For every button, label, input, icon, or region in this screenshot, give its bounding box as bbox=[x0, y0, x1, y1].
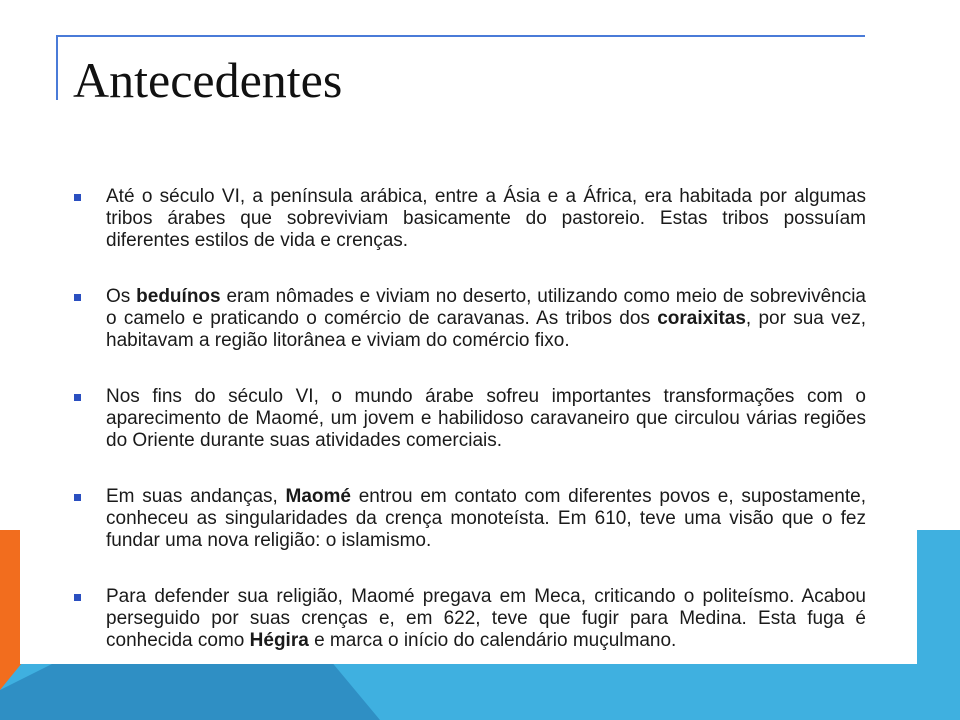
bullet-item bbox=[74, 286, 866, 352]
bullet-text: Os beduínos eram nômades e viviam no deserto, utilizando como meio de sobrevivência o camelo e praticando o comércio de caravanas. As tribos dos coraixitas, por sua vez, habitavam a região litorânea e viviam do comércio fixo. bbox=[106, 286, 866, 351]
bullet-text: Em suas andanças, Maomé entrou em contato com diferentes povos e, supostamente, conheceu as singularidades da crença monoteísta. Em 610, teve uma visão que o fez fundar uma nova religião: o islamismo. bbox=[106, 486, 866, 551]
bullet-square-icon bbox=[74, 194, 81, 201]
bullet-item bbox=[74, 486, 866, 552]
bullet-text: Até o século VI, a península arábica, entre a Ásia e a África, era habitada por algumas tribos árabes que sobreviviam basicamente do pastoreio. Estas tribos possuíam diferentes estilos de vida e crenças. bbox=[106, 186, 866, 251]
title-frame-left-line bbox=[56, 35, 58, 100]
bullet-square-icon bbox=[74, 594, 81, 601]
bullet-item bbox=[74, 386, 866, 452]
slide-title: Antecedentes bbox=[73, 52, 343, 108]
bullet-item bbox=[74, 586, 866, 652]
bullet-list bbox=[74, 186, 866, 686]
bullet-square-icon bbox=[74, 294, 81, 301]
bullet-square-icon bbox=[74, 394, 81, 401]
bullet-text: Nos fins do século VI, o mundo árabe sofreu importantes transformações com o aparecimento de Maomé, um jovem e habilidoso caravaneiro que circulou várias regiões do Oriente durante suas atividades comerciais. bbox=[106, 386, 866, 451]
bullet-text: Para defender sua religião, Maomé pregava em Meca, criticando o politeísmo. Acabou perseguido por suas crenças e, em 622, teve que fugir para Medina. Esta fuga é conhecida como Hégira e marca o início do calendário muçulmano. bbox=[106, 586, 866, 651]
title-frame-top-line bbox=[56, 35, 865, 37]
bullet-square-icon bbox=[74, 494, 81, 501]
bullet-item bbox=[74, 186, 866, 252]
